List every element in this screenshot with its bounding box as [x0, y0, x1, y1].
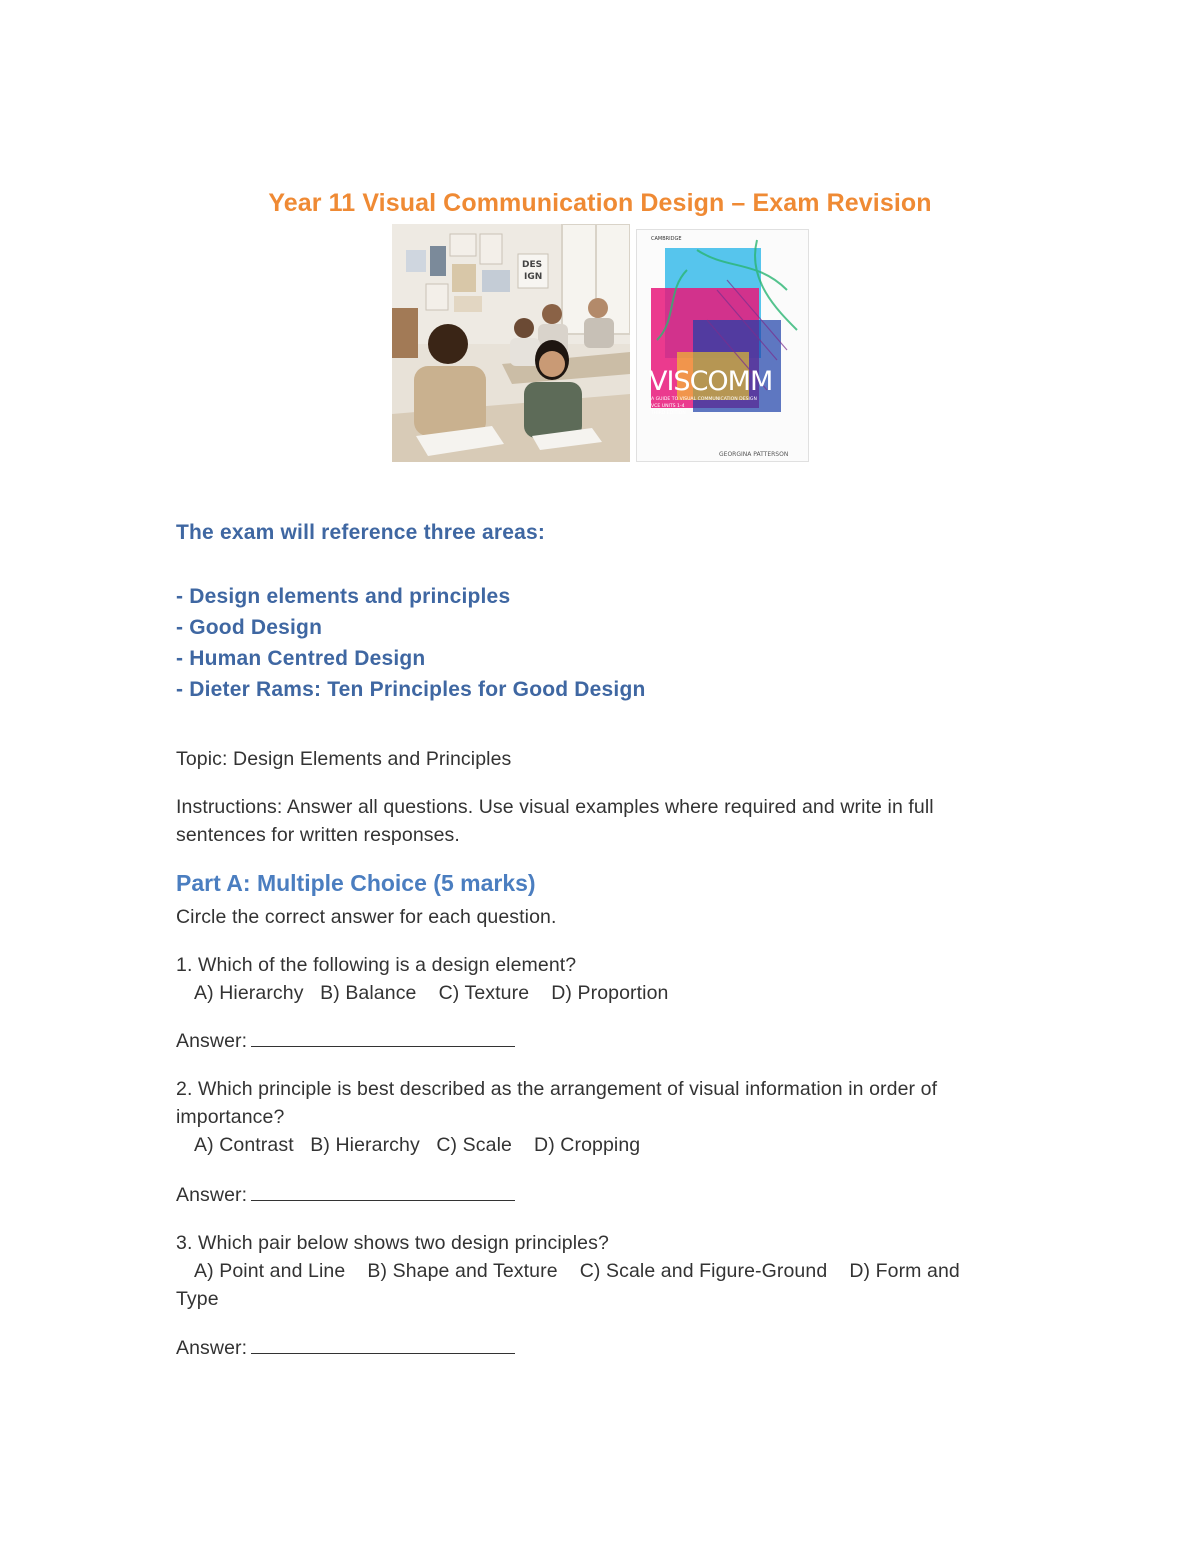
question-text: 1. Which of the following is a design element? — [176, 954, 577, 976]
cover-title: VISCOMM — [649, 366, 773, 397]
answer-label: Answer: — [176, 1030, 248, 1052]
question-text: 3. Which pair below shows two design principles? — [176, 1232, 609, 1254]
answer-label: Answer: — [176, 1337, 248, 1359]
question-2 — [176, 1075, 937, 1159]
cover-subtitle: A GUIDE TO VISUAL COMMUNICATION DESIGN — [651, 397, 757, 402]
classroom-photo — [392, 224, 630, 462]
answer-label: Answer: — [176, 1184, 248, 1206]
question-options: A) Point and Line B) Shape and Texture C) Scale and Figure-Ground D) Form and — [194, 1260, 960, 1282]
part-a-instruction: Circle the correct answer for each question. — [176, 906, 557, 928]
areas-heading: The exam will reference three areas: — [176, 521, 546, 544]
answer-row-2 — [176, 1181, 515, 1209]
answer-blank[interactable] — [251, 1335, 515, 1354]
viscomm-book-cover — [637, 230, 808, 461]
answer-row-3 — [176, 1334, 515, 1362]
question-options: A) Contrast B) Hierarchy C) Scale D) Cropping — [194, 1134, 641, 1156]
cover-publisher: CAMBRIDGE — [651, 236, 682, 242]
svg-text:IGN: IGN — [524, 272, 543, 282]
book-cover-illustration — [637, 230, 808, 461]
instructions-line-2: sentences for written responses. — [176, 824, 460, 846]
question-1 — [176, 951, 669, 1007]
answer-blank[interactable] — [251, 1182, 515, 1201]
svg-text:DES: DES — [522, 260, 543, 270]
instructions-line-1: Instructions: Answer all questions. Use visual examples where required and write in full — [176, 796, 934, 818]
document-title: Year 11 Visual Communication Design – Exam Revision — [268, 189, 932, 217]
cover-edition: THIRD EDITION — [651, 411, 686, 416]
question-text: 2. Which principle is best described as the arrangement of visual information in order of — [176, 1078, 938, 1100]
answer-blank[interactable] — [251, 1028, 515, 1047]
question-text-continued: importance? — [176, 1106, 285, 1128]
list-item: - Good Design — [176, 616, 323, 639]
classroom-photo-illustration — [392, 224, 630, 462]
part-a-heading: Part A: Multiple Choice (5 marks) — [176, 870, 536, 896]
list-item: - Dieter Rams: Ten Principles for Good Design — [176, 678, 646, 701]
list-item: - Human Centred Design — [176, 647, 426, 670]
instructions — [176, 793, 934, 849]
cover-edition-line: VCE UNITS 1-4 — [651, 404, 685, 409]
question-options-continued: Type — [176, 1288, 219, 1310]
question-3 — [176, 1229, 960, 1313]
topic-line: Topic: Design Elements and Principles — [176, 748, 512, 770]
areas-list — [176, 583, 646, 707]
cover-author: GEORGINA PATTERSON — [719, 451, 789, 458]
answer-row-1 — [176, 1027, 515, 1055]
list-item: - Design elements and principles — [176, 585, 511, 608]
question-options: A) Hierarchy B) Balance C) Texture D) Proportion — [194, 982, 669, 1004]
